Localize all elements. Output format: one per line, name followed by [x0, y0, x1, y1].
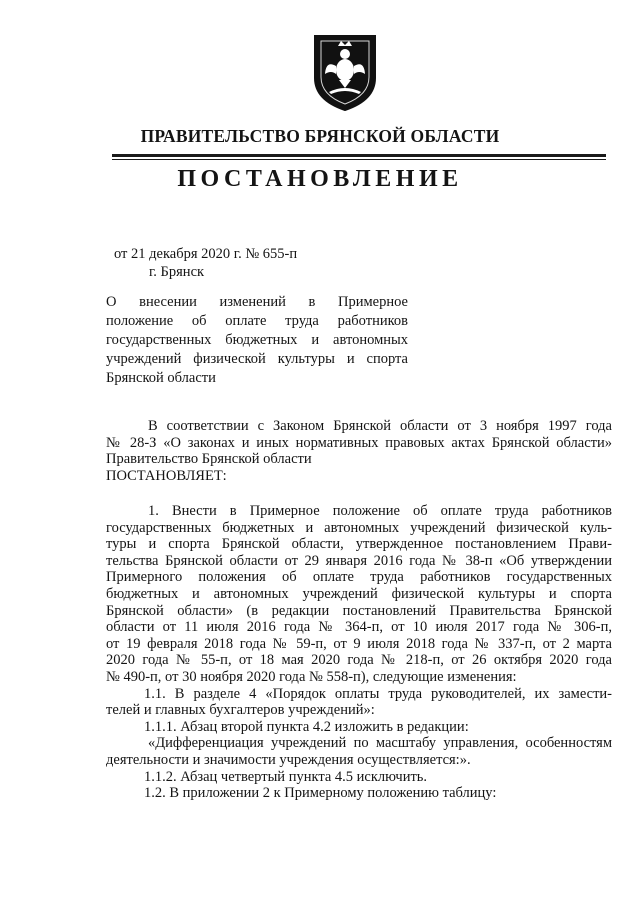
body-line: Брянской области» (в редакции постановлений Правительства Брянской	[106, 602, 612, 619]
body-line: 1. Внести в Примерное положение об оплате труда работников	[148, 503, 612, 519]
header-rule-thick	[112, 154, 606, 157]
body-line: 1.1. В разделе 4 «Порядок оплаты труда руководителей, их замести-	[144, 685, 612, 702]
body-line: «Дифференциация учреждений по масштабу управления, особенностям	[148, 735, 612, 752]
city: г. Брянск	[149, 264, 205, 280]
body-line: области от 11 июля 2016 года № 364-п, от 10 июля 2017 года № 306-п,	[106, 619, 612, 636]
subject-line: учреждений физической культуры и спорта	[106, 351, 408, 367]
preamble-line: Правительство Брянской области	[106, 451, 312, 468]
preamble-line: № 28-З «О законах и иных нормативных правовых актах Брянской области»	[106, 434, 612, 451]
main-text	[106, 503, 612, 802]
body-line: 1.1.1. Абзац второй пункта 4.2 изложить в редакции:	[144, 718, 469, 735]
body-line: 1.1.2. Абзац четвертый пункта 4.5 исключить.	[144, 768, 428, 785]
preamble-line: ПОСТАНОВЛЯЕТ:	[106, 467, 227, 484]
date-and-number: от 21 декабря 2020 г. № 655-п	[114, 246, 298, 262]
body-line: Примерного положения об оплате труда работников государственных	[106, 569, 612, 586]
body-line: от 19 февраля 2018 года № 59-п, от 9 июля 2018 года № 337-п, от 2 марта	[106, 635, 612, 652]
body-line: туры и спорта Брянской области, утвержденное постановлением Прави-	[106, 536, 612, 553]
body-line: тельства Брянской области от 29 января 2016 года № 38-п «Об утверждении	[106, 552, 612, 569]
header-rule-thin	[112, 159, 606, 160]
bryansk-oblast-coat-of-arms-icon	[311, 30, 379, 112]
body-line: деятельности и значимости учреждения осуществляется:».	[106, 751, 471, 768]
subject-line: Брянской области	[106, 370, 216, 386]
body-line: № 490-п, от 30 ноября 2020 года № 558-п), следующие изменения:	[106, 668, 517, 685]
subject-line: государственных бюджетных и автономных	[106, 332, 408, 348]
preamble-line: В соответствии с Законом Брянской области от 3 ноября 1997 года	[148, 418, 612, 434]
preamble	[106, 418, 612, 484]
document-subject	[106, 293, 408, 388]
body-line: 1.2. В приложении 2 к Примерному положению таблицу:	[144, 785, 497, 802]
organization-title: ПРАВИТЕЛЬСТВО БРЯНСКОЙ ОБЛАСТИ	[140, 126, 500, 146]
body-line: телей и главных бухгалтеров учреждений»:	[106, 702, 375, 719]
body-line: бюджетных и автономных учреждений физической культуры и спорта	[106, 585, 612, 602]
subject-line: положение об оплате труда работников	[106, 313, 408, 329]
body-line: государственных бюджетных и автономных учреждений физической куль-	[106, 519, 612, 536]
document-type-title: ПОСТАНОВЛЕНИЕ	[177, 166, 463, 192]
subject-line: О внесении изменений в Примерное	[106, 294, 408, 310]
body-line: 2020 года № 55-п, от 18 мая 2020 года № 218-п, от 26 октября 2020 года	[106, 652, 612, 669]
